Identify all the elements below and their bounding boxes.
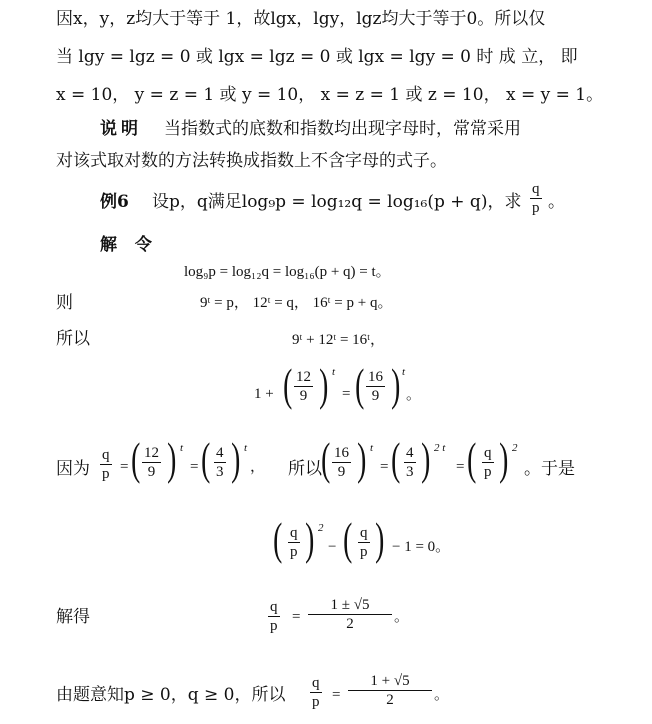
- eq4-frac-2: [366, 368, 385, 405]
- eq4-lparen-1: (: [283, 359, 293, 410]
- because-exp-2: t: [244, 442, 248, 454]
- because-lparen-2: (: [201, 433, 211, 484]
- because-exp-3: t: [370, 442, 374, 454]
- eq4-equals: =: [342, 386, 351, 402]
- solution-eq3: 9ᵗ + 12ᵗ = 16ᵗ，: [292, 332, 386, 348]
- solve-label: 解得: [56, 607, 90, 627]
- example-frac-den: p: [532, 200, 540, 216]
- eq4-rparen-2: ): [391, 359, 401, 410]
- because-n4: 4: [216, 445, 224, 461]
- because-rparen-3: ): [357, 433, 367, 484]
- final-den: 2: [386, 692, 394, 708]
- because-so: 所以: [288, 459, 322, 479]
- note-line2: 对该式取对数的方法转换成指数上不含字母的式子。: [56, 151, 447, 171]
- solution-eq2: 9ᵗ = p， 12ᵗ = q， 16ᵗ = p + q。: [200, 295, 393, 311]
- because-n16: 16: [334, 445, 349, 461]
- because-n4b: 4: [406, 445, 414, 461]
- quad-p1: p: [290, 544, 298, 560]
- solve-q: q: [270, 599, 278, 615]
- then-label: 则: [56, 293, 73, 313]
- because-rparen-5: ): [499, 433, 509, 484]
- solve-eq: =: [292, 609, 301, 625]
- because-n12: 12: [144, 445, 159, 461]
- quad-p2: p: [360, 544, 368, 560]
- para1-line3: x = 10， y = z = 1 或 y = 10， x = z = 1 或 z = 10， x = y = 1。: [56, 85, 604, 105]
- eq4-frac2-den: 9: [371, 388, 380, 404]
- solve-den: 2: [346, 616, 354, 632]
- because-frac-12-9: [142, 444, 161, 481]
- because-d3b: 3: [406, 464, 414, 480]
- because-d9: 9: [147, 464, 156, 480]
- para1-line2: 当 lgy = lgz = 0 或 lgx = lgz = 0 或 lgx = lgy = 0 时 成 立， 即: [56, 47, 578, 67]
- because-q2: q: [484, 445, 492, 461]
- because-exp-1: t: [180, 442, 184, 454]
- example-label: 例6: [100, 192, 129, 212]
- example-frac-num: q: [532, 181, 540, 197]
- because-qp-den: p: [102, 466, 110, 482]
- example-end: 。: [548, 192, 565, 212]
- solve-p: p: [270, 618, 278, 634]
- because-rparen-2: ): [231, 433, 241, 484]
- so-label: 所以: [56, 329, 90, 349]
- solve-num: 1 ± √5: [308, 596, 392, 615]
- solution-label: 解 令: [100, 235, 158, 255]
- because-eq-3: =: [380, 459, 389, 475]
- solution-eq1: log₉p = log₁₂q = log₁₆(p + q) = t。: [184, 264, 391, 280]
- eq4-frac1-den: 9: [299, 388, 308, 404]
- because-lparen-5: (: [467, 433, 477, 484]
- because-frac-4-3: [214, 444, 226, 481]
- quad-frac-1: [288, 524, 300, 561]
- because-p2: p: [484, 464, 492, 480]
- solve-qp: [268, 598, 280, 635]
- note-line1: 当指数式的底数和指数均出现字母时，常常采用: [164, 119, 521, 139]
- because-then: 。于是: [524, 459, 575, 479]
- example-fraction: [530, 180, 542, 217]
- because-comma: ，: [250, 459, 266, 475]
- eq4-frac2-num: 16: [368, 369, 383, 385]
- because-lparen-3: (: [321, 433, 331, 484]
- because-label: 因为: [56, 459, 90, 479]
- final-eq: =: [332, 687, 341, 703]
- quad-rparen-2: ): [375, 513, 385, 564]
- because-lparen-1: (: [131, 433, 141, 484]
- note-label: 说明: [100, 119, 142, 139]
- quad-q2: q: [360, 525, 368, 541]
- final-result: [348, 672, 432, 709]
- because-lparen-4: (: [391, 433, 401, 484]
- eq4-lead: 1 +: [254, 386, 274, 402]
- eq4-frac-1: [294, 368, 313, 405]
- because-qp: [100, 446, 112, 483]
- quad-q1: q: [290, 525, 298, 541]
- quad-lparen-1: (: [273, 513, 283, 564]
- eq4-rparen-1: ): [319, 359, 329, 410]
- quad-exp: 2: [318, 522, 324, 534]
- final-num: 1 + √5: [348, 672, 432, 691]
- because-exp-5: 2: [512, 442, 518, 454]
- eq4-dot: 。: [406, 387, 422, 403]
- because-eq-2: =: [190, 459, 199, 475]
- because-frac-qp: [482, 444, 494, 481]
- example-text: 设p，q满足log₉p = log₁₂q = log₁₆(p + q)，求: [152, 192, 522, 212]
- because-frac-4-3b: [404, 444, 416, 481]
- eq4-lparen-2: (: [355, 359, 365, 410]
- because-eq-4: =: [456, 459, 465, 475]
- quad-frac-2: [358, 524, 370, 561]
- because-d9b: 9: [337, 464, 346, 480]
- final-q: q: [312, 675, 320, 691]
- quad-tail: − 1 = 0。: [392, 539, 451, 555]
- quad-rparen-1: ): [305, 513, 315, 564]
- because-exp-4: 2 t: [434, 442, 446, 454]
- final-dot: 。: [434, 687, 450, 703]
- because-qp-num: q: [102, 447, 110, 463]
- quad-minus: −: [328, 539, 337, 555]
- because-d3: 3: [216, 464, 224, 480]
- quad-lparen-2: (: [343, 513, 353, 564]
- because-rparen-4: ): [421, 433, 431, 484]
- eq4-exp-1: t: [332, 366, 336, 378]
- because-frac-16-9: [332, 444, 351, 481]
- final-text: 由题意知p ≥ 0，q ≥ 0，所以: [56, 685, 286, 705]
- solve-result: [308, 596, 392, 633]
- final-qp: [310, 674, 322, 711]
- para1-line1: 因x，y，z均大于等于 1，故lgx，lgy，lgz均大于等于0。所以仅: [56, 9, 546, 29]
- solve-dot: 。: [394, 609, 410, 625]
- eq4-frac1-num: 12: [296, 369, 311, 385]
- eq4-exp-2: t: [402, 366, 406, 378]
- because-rparen-1: ): [167, 433, 177, 484]
- because-eq-1: =: [120, 459, 129, 475]
- final-p: p: [312, 694, 320, 710]
